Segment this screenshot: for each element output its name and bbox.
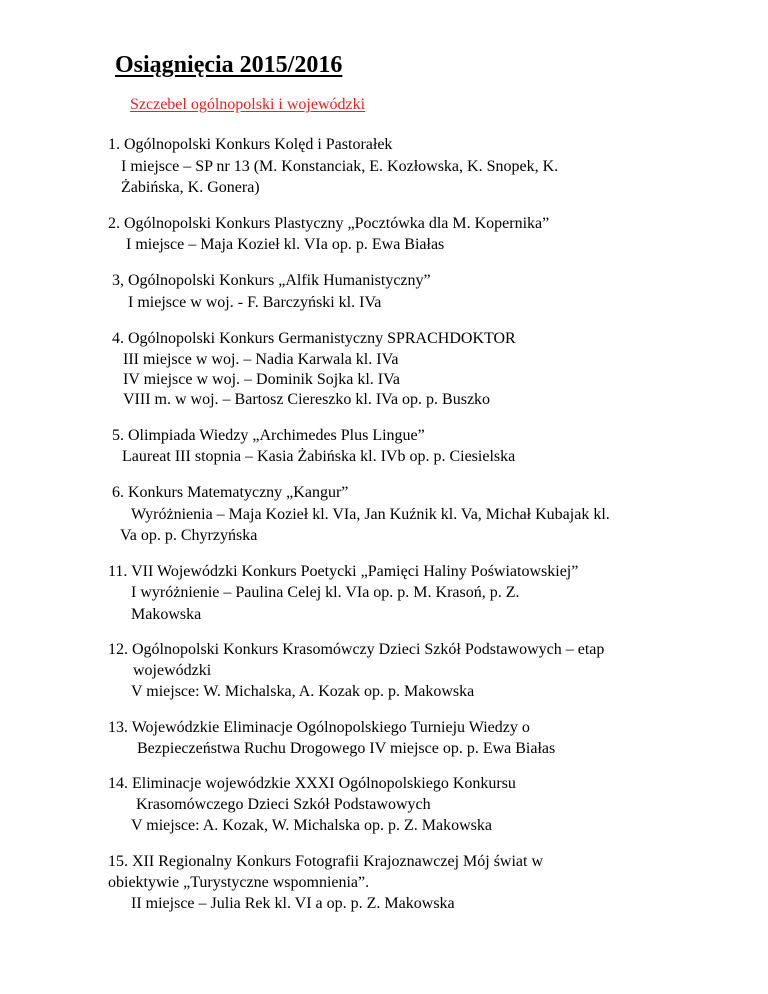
list-item-heading: 3, Ogólnopolski Konkurs „Alfik Humanistyczny” bbox=[112, 272, 431, 289]
list-item-heading: 13. Wojewódzkie Eliminacje Ogólnopolskiego Turnieju Wiedzy o bbox=[108, 719, 530, 736]
list-item-detail: Va op. p. Chyrzyńska bbox=[120, 527, 258, 544]
section-subtitle: Szczebel ogólnopolski i wojewódzki bbox=[130, 96, 366, 113]
list-item-detail: V miejsce: W. Michalska, A. Kozak op. p. Makowska bbox=[131, 683, 475, 700]
list-item-heading: 11. VII Wojewódzki Konkurs Poetycki „Pamięci Haliny Poświatowskiej” bbox=[108, 563, 579, 580]
list-item-heading: 4. Ogólnopolski Konkurs Germanistyczny SPRACHDOKTOR bbox=[112, 330, 516, 347]
page-title: Osiągnięcia 2015/2016 bbox=[115, 52, 343, 78]
list-item-heading: 6. Konkurs Matematyczny „Kangur” bbox=[112, 484, 349, 501]
list-item-detail: I miejsce w woj. - F. Barczyński kl. IVa bbox=[128, 294, 382, 311]
list-item-heading: 2. Ogólnopolski Konkurs Plastyczny „Pocztówka dla M. Kopernika” bbox=[108, 215, 550, 232]
list-item-detail: III miejsce w woj. – Nadia Karwala kl. IVa bbox=[123, 351, 399, 368]
list-item-heading: 1. Ogólnopolski Konkurs Kolęd i Pastorałek bbox=[108, 136, 393, 153]
list-item-heading: 14. Eliminacje wojewódzkie XXXI Ogólnopolskiego Konkursu bbox=[108, 775, 516, 792]
list-item-detail: VIII m. w woj. – Bartosz Ciereszko kl. IVa op. p. Buszko bbox=[123, 391, 491, 408]
list-item-detail: Laureat III stopnia – Kasia Żabińska kl. IVb op. p. Ciesielska bbox=[122, 448, 516, 465]
list-item-detail: V miejsce: A. Kozak, W. Michalska op. p. Z. Makowska bbox=[131, 817, 492, 834]
list-item-detail: Bezpieczeństwa Ruchu Drogowego IV miejsce op. p. Ewa Białas bbox=[137, 740, 556, 757]
list-item-detail: I miejsce – SP nr 13 (M. Konstanciak, E. Kozłowska, K. Snopek, K. bbox=[121, 158, 559, 175]
list-item-detail: II miejsce – Julia Rek kl. VI a op. p. Z. Makowska bbox=[131, 895, 455, 912]
list-item-detail: obiektywie „Turystyczne wspomnienia”. bbox=[108, 874, 370, 891]
list-item-heading: 12. Ogólnopolski Konkurs Krasomówczy Dzieci Szkół Podstawowych – etap bbox=[108, 641, 605, 658]
list-item-detail: Żabińska, K. Gonera) bbox=[121, 179, 260, 196]
list-item-detail: IV miejsce w woj. – Dominik Sojka kl. IVa bbox=[123, 371, 401, 388]
list-item-detail: I miejsce – Maja Kozieł kl. VIa op. p. Ewa Białas bbox=[126, 236, 445, 253]
list-item-heading: 15. XII Regionalny Konkurs Fotografii Krajoznawczej Mój świat w bbox=[108, 853, 544, 870]
list-item-detail: Wyróżnienia – Maja Kozieł kl. VIa, Jan Kuźnik kl. Va, Michał Kubajak kl. bbox=[131, 506, 610, 523]
list-item-heading: 5. Olimpiada Wiedzy „Archimedes Plus Lingue” bbox=[112, 427, 425, 444]
list-item-detail: Makowska bbox=[131, 606, 202, 623]
list-item-detail: Krasomówczego Dzieci Szkół Podstawowych bbox=[136, 796, 431, 813]
list-item-detail: wojewódzki bbox=[133, 662, 212, 679]
list-item-detail: I wyróżnienie – Paulina Celej kl. VIa op. p. M. Krasoń, p. Z. bbox=[131, 584, 520, 601]
